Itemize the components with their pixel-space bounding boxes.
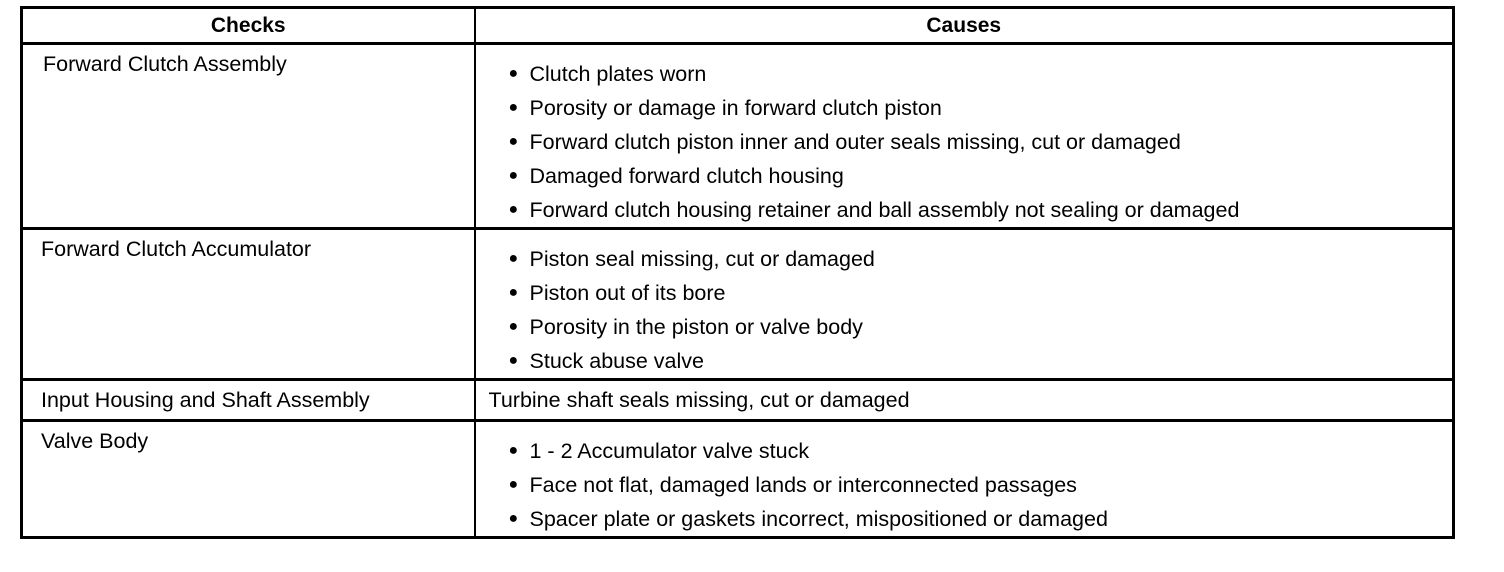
bullet-icon: ● <box>508 99 519 116</box>
cause-item: ● Porosity in the piston or valve body <box>504 310 1453 344</box>
check-cell: Valve Body <box>22 421 475 538</box>
bullet-icon: ● <box>508 167 519 184</box>
check-cell: Forward Clutch Accumulator <box>22 229 475 380</box>
table-row <box>22 380 1454 421</box>
causes-cell <box>475 229 1454 380</box>
table-row <box>22 229 1454 380</box>
causes-list <box>476 45 1453 227</box>
causes-cell: Turbine shaft seals missing, cut or damaged <box>475 380 1454 421</box>
bullet-icon: ● <box>508 201 519 218</box>
cause-item: ● Porosity or damage in forward clutch piston <box>504 91 1453 125</box>
header-row <box>22 8 1454 44</box>
bullet-icon: ● <box>508 510 519 527</box>
bullet-icon: ● <box>508 284 519 301</box>
causes-list <box>476 230 1453 378</box>
cause-item: ● Piston seal missing, cut or damaged <box>504 242 1453 276</box>
check-cell: Input Housing and Shaft Assembly <box>22 380 475 421</box>
cause-item: ● Damaged forward clutch housing <box>504 159 1453 193</box>
diagnosis-table <box>20 6 1455 539</box>
cause-item: ● Forward clutch piston inner and outer seals missing, cut or damaged <box>504 125 1453 159</box>
bullet-icon: ● <box>508 65 519 82</box>
bullet-icon: ● <box>508 352 519 369</box>
cause-item: ● Piston out of its bore <box>504 276 1453 310</box>
bullet-icon: ● <box>508 476 519 493</box>
causes-header: Causes <box>475 8 1454 44</box>
bullet-icon: ● <box>508 133 519 150</box>
cause-item: ● Stuck abuse valve <box>504 344 1453 378</box>
cause-item: ● Forward clutch housing retainer and ball assembly not sealing or damaged <box>504 193 1453 227</box>
bullet-icon: ● <box>508 318 519 335</box>
cause-item: ● Spacer plate or gaskets incorrect, mispositioned or damaged <box>504 502 1453 536</box>
bullet-icon: ● <box>508 442 519 459</box>
cause-item: ● Face not flat, damaged lands or interconnected passages <box>504 468 1453 502</box>
cause-item: ● 1 - 2 Accumulator valve stuck <box>504 434 1453 468</box>
causes-cell <box>475 44 1454 229</box>
checks-header: Checks <box>22 8 475 44</box>
check-cell: Forward Clutch Assembly <box>22 44 475 229</box>
causes-cell <box>475 421 1454 538</box>
table-row <box>22 44 1454 229</box>
table-row <box>22 421 1454 538</box>
cause-item: ● Clutch plates worn <box>504 57 1453 91</box>
bullet-icon: ● <box>508 250 519 267</box>
causes-list <box>476 422 1453 536</box>
